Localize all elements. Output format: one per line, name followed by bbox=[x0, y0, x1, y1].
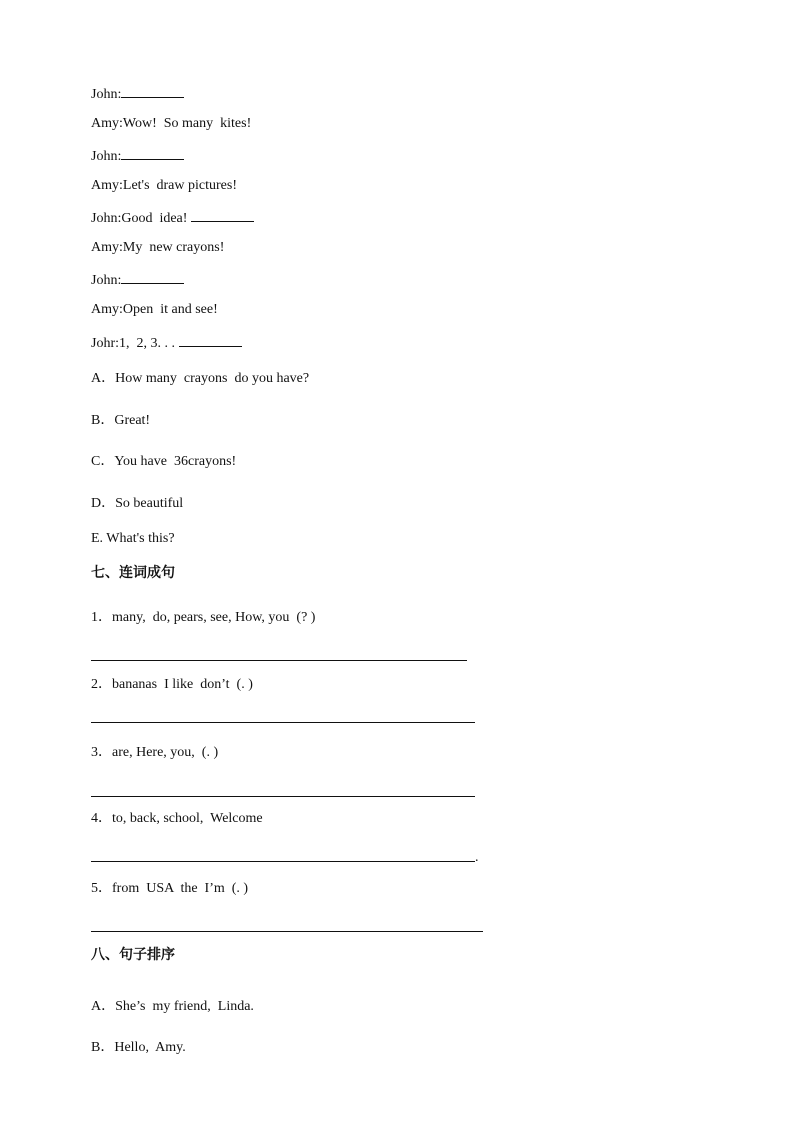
question-item: 5．from USA the I’m (. ) bbox=[91, 881, 249, 896]
option-a: A．How many crayons do you have? bbox=[91, 371, 310, 386]
option-b: B．Great! bbox=[91, 413, 151, 428]
dialogue-text: Amy:Open it and see! bbox=[91, 302, 218, 317]
dialogue-line bbox=[91, 146, 184, 166]
answer-line[interactable] bbox=[91, 861, 475, 862]
dialogue-line bbox=[91, 333, 242, 353]
answer-blank[interactable] bbox=[179, 333, 242, 347]
sentence-item: A．She’s my friend, Linda. bbox=[91, 999, 254, 1014]
answer-blank[interactable] bbox=[191, 208, 254, 222]
dialogue-text: John: bbox=[91, 87, 122, 102]
dialogue-line bbox=[91, 270, 184, 290]
dialogue-text: Johr:1, 2, 3. . . bbox=[91, 336, 179, 351]
question-item: 2．bananas I like don’t (. ) bbox=[91, 677, 253, 692]
dialogue-line bbox=[91, 177, 237, 195]
question-item: 1．many, do, pears, see, How, you (? ) bbox=[91, 610, 316, 625]
answer-line[interactable] bbox=[91, 722, 475, 723]
answer-blank[interactable] bbox=[121, 146, 184, 160]
dialogue-text: Amy:Wow! So many kites! bbox=[91, 116, 252, 131]
section-8-heading: 八、句子排序 bbox=[91, 947, 175, 963]
answer-line[interactable] bbox=[91, 931, 483, 932]
dialogue-line bbox=[91, 301, 218, 319]
answer-blank[interactable] bbox=[121, 270, 184, 284]
question-item: 4．to, back, school, Welcome bbox=[91, 811, 263, 826]
dialogue-line bbox=[91, 84, 184, 104]
dialogue-line bbox=[91, 239, 224, 257]
dialogue-text: John: bbox=[91, 273, 122, 288]
dialogue-text: Amy:My new crayons! bbox=[91, 240, 225, 255]
dialogue-text: John:Good idea! bbox=[91, 211, 191, 226]
answer-line[interactable] bbox=[91, 660, 467, 661]
dialogue-text: John: bbox=[91, 149, 122, 164]
dialogue-line bbox=[91, 208, 254, 228]
section-7-heading: 七、连词成句 bbox=[91, 565, 175, 581]
option-d: D．So beautiful bbox=[91, 496, 184, 511]
answer-line[interactable] bbox=[91, 796, 475, 797]
option-c: C．You have 36crayons! bbox=[91, 454, 237, 469]
question-item: 3．are, Here, you, (. ) bbox=[91, 745, 219, 760]
option-e: E. What's this? bbox=[91, 531, 175, 546]
dialogue-line bbox=[91, 115, 251, 133]
dialogue-text: Amy:Let's draw pictures! bbox=[91, 178, 237, 193]
sentence-item: B．Hello, Amy. bbox=[91, 1040, 186, 1055]
answer-blank[interactable] bbox=[121, 84, 184, 98]
period-mark: . bbox=[475, 850, 479, 865]
